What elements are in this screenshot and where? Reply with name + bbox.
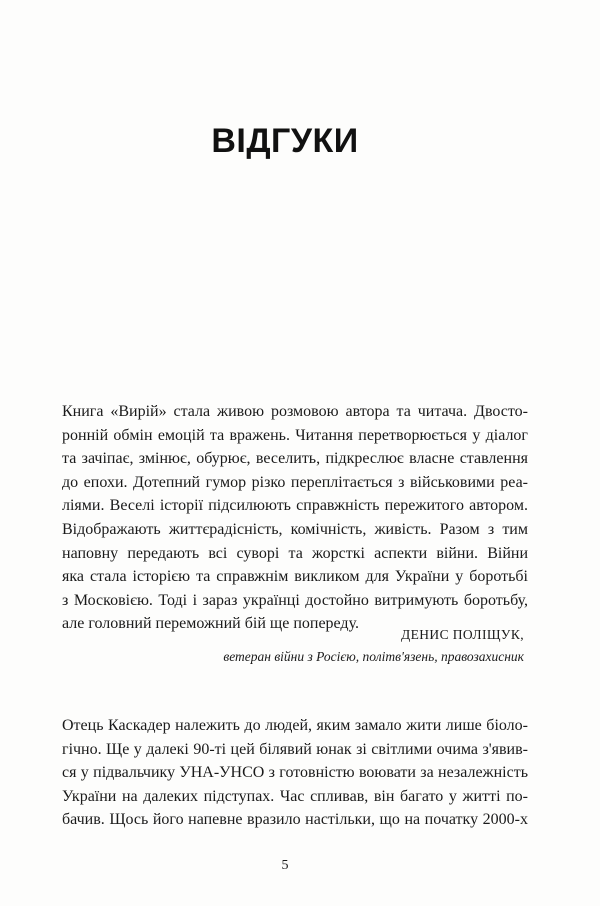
text-line: бачив. Щось його напевне вразило настільки, що на початку 2000-х [62, 811, 528, 829]
text-line: з Московією. Тоді і зараз українці достойно витримують боротьбу, [62, 591, 528, 609]
text-line: Отець Каскадер належить до людей, яким замало жити лише біоло- [62, 717, 528, 734]
text-line: Книга «Вирій» стала живою розмовою автора та читача. Двосто- [62, 403, 528, 420]
text-line: але головний переможний бій ще попереду. [62, 615, 359, 633]
review-attribution [223, 624, 524, 668]
page-title: ВІДГУКИ [211, 122, 359, 160]
text-line: та зачіпає, змінює, обурює, веселить, підкреслює власне ставлення [62, 450, 528, 468]
review-paragraph-2 [62, 714, 528, 832]
text-line: до епохи. Дотепний гумор різко переплітається з військовими реа- [62, 473, 528, 491]
text-line: Відображають життєрадісність, комічність, живість. Разом з тим [62, 520, 528, 538]
author-name: ДЕНИС ПОЛІЩУК, [401, 627, 524, 642]
text-line: яка стала історією та справжнім викликом для України у боротьбі [62, 568, 528, 586]
page-number: 5 [281, 858, 289, 873]
author-role: ветеран війни з Росією, політв'язень, правозахисник [223, 649, 524, 664]
text-line: України на далеких підступах. Час спливав, він багато у житті по- [62, 787, 528, 805]
review-paragraph-1 [62, 400, 528, 636]
text-line: ліями. Веселі історії підсилюють справжність пережитого автором. [62, 497, 528, 515]
text-line: ронній обмін емоцій та вражень. Читання перетворюється у діалог [62, 426, 528, 444]
text-line: гічно. Ще у далекі 90-ті цей білявий юнак зі світлими очима з'явив- [62, 740, 528, 758]
text-line: ся у підвальчику УНА-УНСО з готовністю воювати за незалежність [62, 764, 528, 782]
text-line: наповну передають всі суворі та жорсткі аспекти війни. Війни [62, 544, 528, 562]
